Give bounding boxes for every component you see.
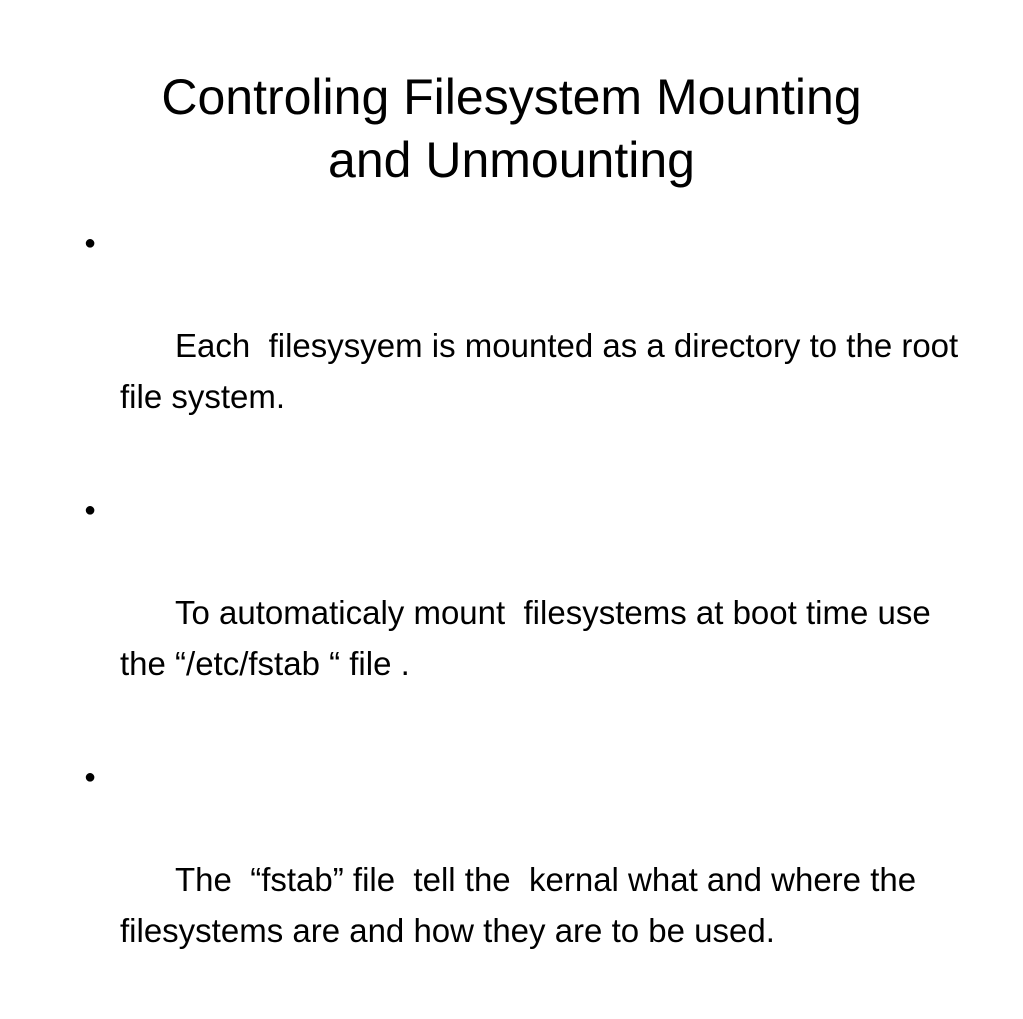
bullet-dot-icon: ● bbox=[84, 232, 97, 254]
bullet-dot-icon: ● bbox=[84, 766, 97, 788]
bullet-dot-icon: ● bbox=[84, 499, 97, 521]
bullet-text: Each filesysyem is mounted as a directory to the root file system. bbox=[120, 327, 968, 415]
bullet-item bbox=[84, 485, 964, 740]
bullet-item bbox=[84, 752, 964, 1007]
bullet-text: The “fstab” file tell the kernal what and where the filesystems are and how they are to be used. bbox=[120, 861, 935, 949]
bullet-item bbox=[84, 218, 968, 473]
slide-title: Controling Filesystem Mounting and Unmounting bbox=[161, 69, 862, 188]
bullet-list bbox=[84, 218, 968, 1019]
bullet-text: To automaticaly mount filesystems at boot time use the “/etc/fstab “ file . bbox=[120, 594, 940, 682]
